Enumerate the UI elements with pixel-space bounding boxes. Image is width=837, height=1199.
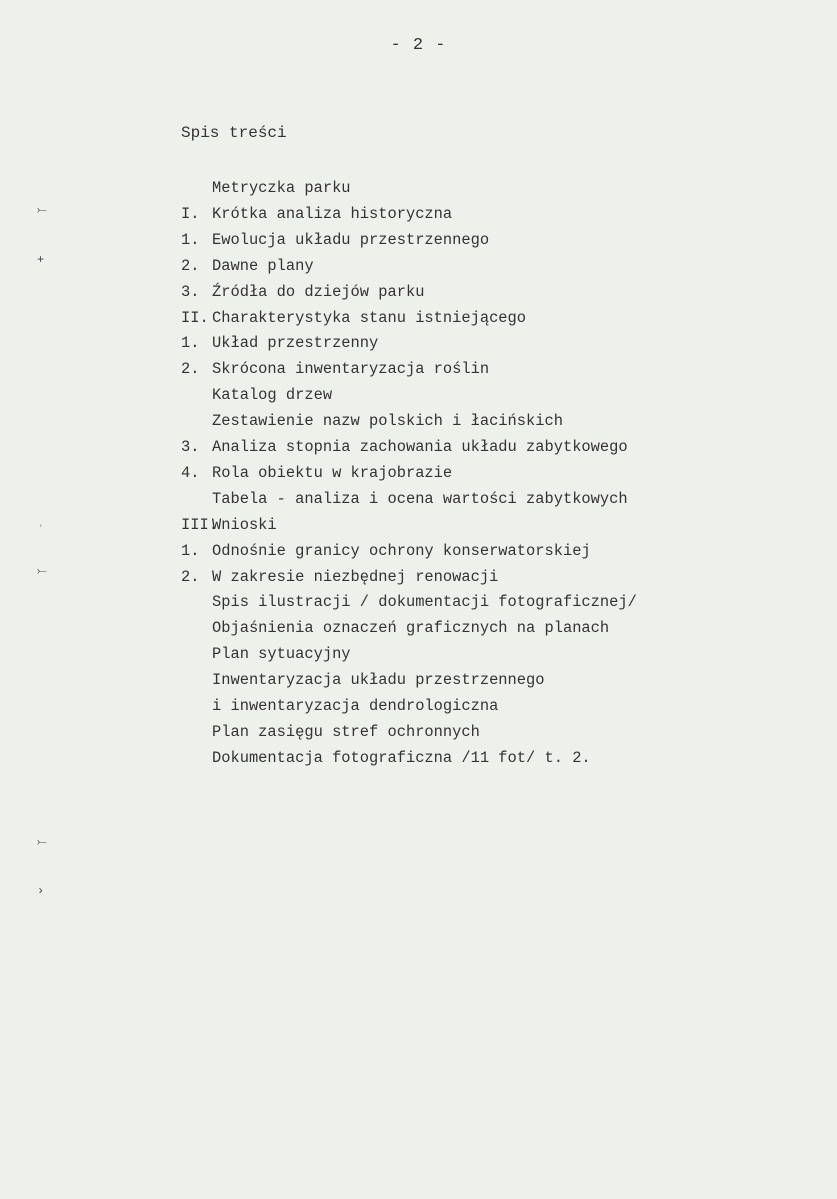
- toc-entry-number: 1.: [181, 334, 200, 352]
- toc-entry-text: Analiza stopnia zachowania układu zabytkowego: [212, 438, 628, 456]
- toc-entry-text: Spis ilustracji / dokumentacji fotograficznej/: [212, 593, 637, 611]
- toc-entry-text: Charakterystyka stanu istniejącego: [212, 309, 527, 327]
- margin-mark-icon: ⤚: [37, 835, 47, 849]
- toc-entry-text: Odnośnie granicy ochrony konserwatorskiej: [212, 542, 591, 560]
- toc-entry-number: I.: [181, 205, 200, 223]
- margin-mark-icon: ›: [37, 884, 45, 898]
- toc-entry-text: W zakresie niezbędnej renowacji: [212, 568, 499, 586]
- margin-mark-icon: ⤚: [37, 203, 47, 217]
- margin-mark-icon: ⤚: [37, 564, 47, 578]
- toc-entry-number: 2.: [181, 568, 200, 586]
- toc-entry-text: Krótka analiza historyczna: [212, 205, 453, 223]
- margin-mark-icon: +: [37, 253, 45, 267]
- page-number: - 2 -: [390, 36, 447, 55]
- toc-entry-text: Wnioski: [212, 516, 277, 534]
- toc-entry-number: 2.: [181, 257, 200, 275]
- toc-entry-text: Inwentaryzacja układu przestrzennego: [212, 671, 545, 689]
- toc-entry-number: III.: [181, 516, 218, 534]
- toc-entry-text: Skrócona inwentaryzacja roślin: [212, 360, 490, 378]
- toc-entry-text: Dokumentacja fotograficzna /11 fot/ t. 2.: [212, 749, 591, 767]
- toc-entry-text: Objaśnienia oznaczeń graficznych na planach: [212, 619, 610, 637]
- toc-entry-number: 4.: [181, 464, 200, 482]
- toc-entry-number: 3.: [181, 438, 200, 456]
- toc-entry-text: Źródła do dziejów parku: [212, 283, 425, 301]
- toc-entry-text: Ewolucja układu przestrzennego: [212, 231, 490, 249]
- toc-entry-text: Plan sytuacyjny: [212, 645, 351, 663]
- margin-mark-icon: ˒: [37, 517, 45, 531]
- toc-entry-number: 1.: [181, 231, 200, 249]
- toc-entry-text: Układ przestrzenny: [212, 334, 379, 352]
- toc-entry-text: Metryczka parku: [212, 179, 351, 197]
- toc-entry-text: Tabela - analiza i ocena wartości zabytkowych: [212, 490, 628, 508]
- toc-entry-number: 3.: [181, 283, 200, 301]
- toc-entry-text: i inwentaryzacja dendrologiczna: [212, 697, 499, 715]
- toc-entry-number: 1.: [181, 542, 200, 560]
- toc-entry-text: Katalog drzew: [212, 386, 333, 404]
- toc-title: Spis treści: [181, 124, 287, 142]
- toc-entry-number: II.: [181, 309, 209, 327]
- toc-entry-text: Rola obiektu w krajobrazie: [212, 464, 453, 482]
- toc-entry-text: Plan zasięgu stref ochronnych: [212, 723, 480, 741]
- toc-entry-text: Dawne plany: [212, 257, 314, 275]
- toc-entry-text: Zestawienie nazw polskich i łacińskich: [212, 412, 563, 430]
- toc-entry-number: 2.: [181, 360, 200, 378]
